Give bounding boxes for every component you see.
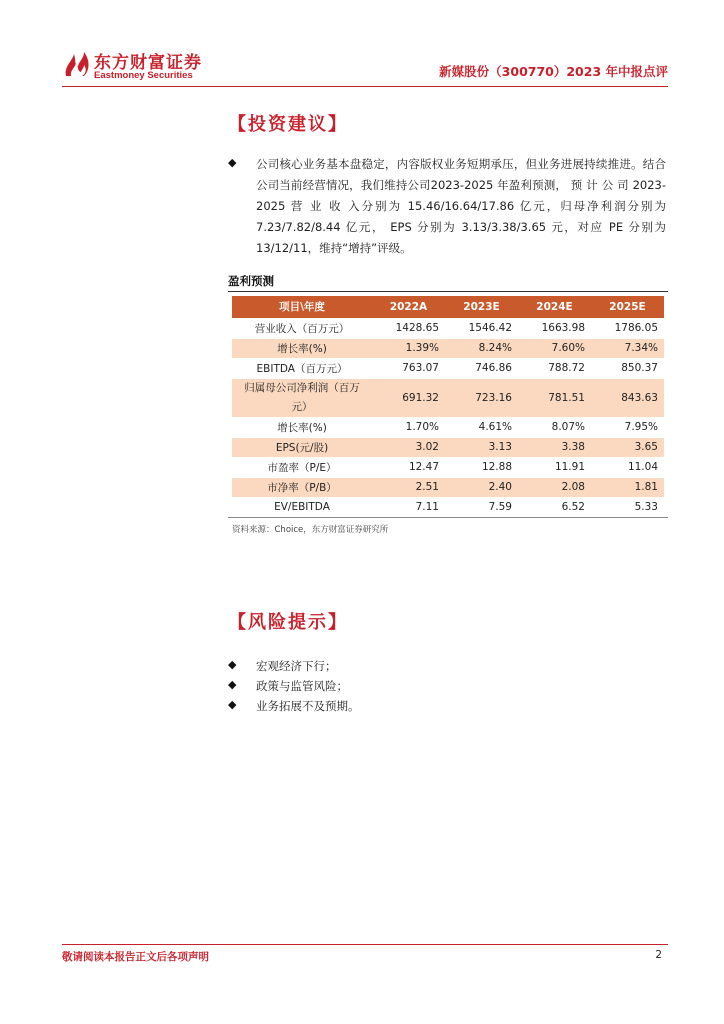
table-cell: 7.34% bbox=[591, 338, 664, 358]
table-source-note: 资料来源：Choice，东方财富证券研究所 bbox=[232, 525, 389, 535]
risk-list-item bbox=[228, 676, 528, 696]
table-cell: 1.39% bbox=[372, 338, 445, 358]
company-logo bbox=[62, 46, 212, 86]
table-bottom-divider bbox=[228, 517, 668, 518]
row-label: EPS(元/股) bbox=[232, 437, 372, 457]
table-header-cell: 2023E bbox=[445, 296, 518, 318]
risk-item-text: 宏观经济下行； bbox=[256, 659, 337, 673]
table-cell: 6.52 bbox=[518, 497, 591, 517]
table-row bbox=[232, 437, 664, 457]
investment-bullet bbox=[228, 154, 668, 254]
row-label: 增长率(%) bbox=[232, 417, 372, 437]
table-cell: 2.40 bbox=[445, 477, 518, 497]
page-header bbox=[62, 46, 668, 90]
risk-list-item bbox=[228, 656, 528, 676]
table-cell: 2.51 bbox=[372, 477, 445, 497]
table-cell: 11.91 bbox=[518, 457, 591, 477]
table-cell: 1428.65 bbox=[372, 318, 445, 338]
risk-section-title: 【风险提示】 bbox=[228, 612, 348, 633]
table-cell: 3.65 bbox=[591, 437, 664, 457]
table-row bbox=[232, 318, 664, 338]
table-cell: 7.11 bbox=[372, 497, 445, 517]
table-cell: 691.32 bbox=[372, 378, 445, 417]
table-header-cell: 2025E bbox=[591, 296, 664, 318]
table-header-row bbox=[232, 296, 664, 318]
report-title: 新媒股份（300770）2023 年中报点评 bbox=[439, 64, 668, 79]
diamond-bullet-icon: ◆ bbox=[228, 658, 237, 671]
table-cell: 1663.98 bbox=[518, 318, 591, 338]
row-label: EV/EBITDA bbox=[232, 497, 372, 517]
table-cell: 843.63 bbox=[591, 378, 664, 417]
row-label: 市盈率（P/E） bbox=[232, 457, 372, 477]
table-cell: 7.60% bbox=[518, 338, 591, 358]
table-cell: 850.37 bbox=[591, 358, 664, 378]
table-row bbox=[232, 417, 664, 437]
logo-english-name: Eastmoney Securities bbox=[94, 70, 193, 81]
table-cell: 7.95% bbox=[591, 417, 664, 437]
footer-divider bbox=[62, 944, 668, 945]
table-cell: 5.33 bbox=[591, 497, 664, 517]
flame-logo-icon bbox=[62, 48, 92, 80]
table-cell: 781.51 bbox=[518, 378, 591, 417]
footer-disclaimer: 敬请阅读本报告正文后各项声明 bbox=[62, 951, 209, 963]
forecast-table bbox=[232, 296, 664, 518]
row-label: 增长率(%) bbox=[232, 338, 372, 358]
table-row bbox=[232, 497, 664, 517]
table-cell: 4.61% bbox=[445, 417, 518, 437]
table-cell: 8.07% bbox=[518, 417, 591, 437]
table-title-divider bbox=[228, 291, 668, 292]
risk-item-text: 业务拓展不及预期。 bbox=[256, 699, 360, 713]
table-row bbox=[232, 358, 664, 378]
row-label: 市净率（P/B） bbox=[232, 477, 372, 497]
table-cell: 723.16 bbox=[445, 378, 518, 417]
table-cell: 1546.42 bbox=[445, 318, 518, 338]
table-cell: 746.86 bbox=[445, 358, 518, 378]
table-header-cell: 2022A bbox=[372, 296, 445, 318]
table-row bbox=[232, 457, 664, 477]
row-label: 营业收入（百万元） bbox=[232, 318, 372, 338]
table-cell: 7.59 bbox=[445, 497, 518, 517]
diamond-bullet-icon: ◆ bbox=[228, 698, 237, 711]
header-divider bbox=[62, 86, 668, 87]
risk-list-item bbox=[228, 696, 528, 716]
table-header-cell: 2024E bbox=[518, 296, 591, 318]
table-cell: 12.47 bbox=[372, 457, 445, 477]
investment-paragraph: 公司核心业务基本盘稳定，内容版权业务短期承压，但业务进展持续推进。结合公司当前经营情况，我们维持公司2023-2025 年盈利预测， 预 计 公 司 2023-2025 营 业 收 入分别为 15.46/16.64/17.86 亿元，归母净利润分别为 7.23/7.82/8.44 亿元， EPS 分别为 3.13/3.38/3.65 元，对应 PE 分别为 13/12/11，维持“增持”评级。 bbox=[256, 157, 666, 255]
page-number: 2 bbox=[655, 949, 662, 961]
table-cell: 11.04 bbox=[591, 457, 664, 477]
logo-chinese-name: 东方财富证券 bbox=[94, 53, 202, 73]
table-header-cell: 项目\年度 bbox=[232, 296, 372, 318]
table-row bbox=[232, 338, 664, 358]
table-cell: 788.72 bbox=[518, 358, 591, 378]
row-label: 归属母公司净利润（百万元） bbox=[232, 378, 372, 417]
table-cell: 3.38 bbox=[518, 437, 591, 457]
investment-section-title: 【投资建议】 bbox=[228, 114, 348, 135]
diamond-bullet-icon: ◆ bbox=[228, 678, 237, 691]
table-cell: 1.70% bbox=[372, 417, 445, 437]
table-row bbox=[232, 378, 664, 417]
risk-item-text: 政策与监管风险； bbox=[256, 679, 348, 693]
table-row bbox=[232, 477, 664, 497]
table-cell: 1786.05 bbox=[591, 318, 664, 338]
table-cell: 763.07 bbox=[372, 358, 445, 378]
table-cell: 1.81 bbox=[591, 477, 664, 497]
row-label: EBITDA（百万元） bbox=[232, 358, 372, 378]
table-cell: 8.24% bbox=[445, 338, 518, 358]
table-cell: 3.13 bbox=[445, 437, 518, 457]
table-cell: 2.08 bbox=[518, 477, 591, 497]
forecast-table-title: 盈利预测 bbox=[228, 274, 274, 288]
diamond-bullet-icon: ◆ bbox=[228, 156, 237, 169]
table-cell: 12.88 bbox=[445, 457, 518, 477]
table-cell: 3.02 bbox=[372, 437, 445, 457]
